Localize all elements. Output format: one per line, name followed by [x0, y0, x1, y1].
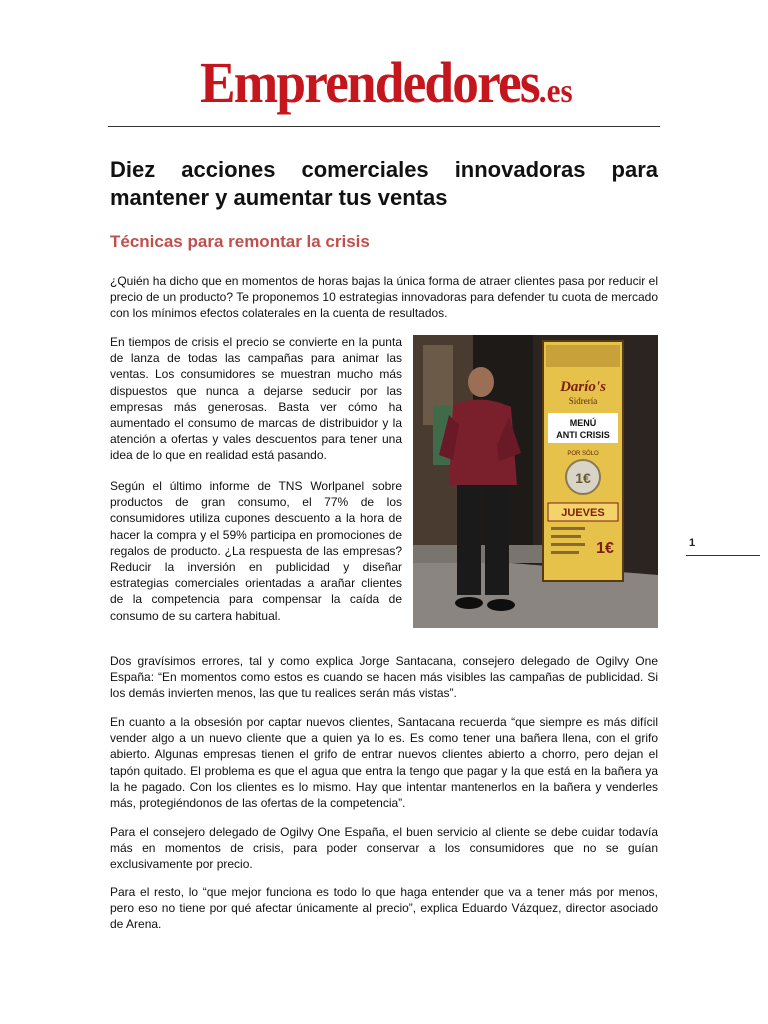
article-subtitle: Técnicas para remontar la crisis	[110, 232, 370, 251]
intro-paragraph: ¿Quién ha dicho que en momentos de horas bajas la única forma de atraer clientes pasa por reducir el precio de un producto? Te proponemos 10 estrategias innovadoras para defender tu cuota de mercado con los mínimos efectos colaterales en la cuenta de resultados.	[110, 274, 658, 321]
logo-main-text: Emprendedores	[200, 50, 539, 115]
sign-por-solo-text: POR SÓLO	[567, 451, 599, 457]
page-number-rule	[686, 555, 760, 556]
sign-day-text: JUEVES	[561, 507, 605, 519]
emprendedores-logo[interactable]	[200, 50, 573, 115]
paragraph-1: En tiempos de crisis el precio se convierte en la punta de lanza de todas las campañas para animar las ventas. Los consumidores se muestran mucho más dispuestos que nunca a dejarse seducir por las empresas más generosas. Basta ver cómo ha aumentado el consumo de marcas de distribuidor y la atención a ofertas y vales descuentos para tener una idea de lo que en realidad está pasando.	[110, 335, 402, 463]
sign-anticrisis-text: ANTI CRISIS	[556, 430, 610, 440]
logo-tld-text: .es	[538, 73, 573, 110]
page-number: 1	[689, 537, 696, 549]
sign-brand-text: Darío's	[560, 379, 606, 395]
paragraph-5: Para el consejero delegado de Ogilvy One España, el buen servicio al cliente se debe cuidar todavía más en momentos de crisis, para poder conservar a los consumidores que no se guían exclusivamente por precio.	[110, 825, 658, 872]
sign-coin-text: 1€	[575, 470, 591, 486]
sign-brand-sub-text: Sidrería	[568, 396, 598, 406]
paragraph-6: Para el resto, lo “que mejor funciona es todo lo que haga entender que va a tener más por menos, pero eso no tiene por qué afectar únicamente al precio”, explica Eduardo Vázquez, director asociado de Arena.	[110, 885, 658, 932]
sign-menu-text: MENÚ	[569, 418, 597, 428]
header-divider	[108, 126, 660, 127]
paragraph-4: En cuanto a la obsesión por captar nuevos clientes, Santacana recuerda “que siempre es más difícil vender algo a un nuevo cliente que a quien ya lo es. Es como tener una bañera llena, con el grifo abierto. Algunas empresas tienen el grifo de entrar nuevos clientes abierto a chorro, pero dejan el tapón quitado. El problema es que el agua que entra la tengo que pagar y la que está en la bañera ya la he pagado. Con los clientes es lo mismo. Hay que intentar mantenerlos en la bañera y venderles más, protegiéndonos de las ofertas de la competencia”.	[110, 715, 658, 811]
article-title: Diez acciones comerciales innovadoras para mantener y aumentar tus ventas	[110, 157, 658, 210]
paragraph-2: Según el último informe de TNS Worlpanel sobre productos de gran consumo, el 77% de los consumidores utiliza cupones descuento a la hora de hacer la compra y el 59% participa en promociones de regalos de producto. ¿La respuesta de las empresas? Reducir la inversión en publicidad y diseñar estrategias comerciales orientadas a arañar clientes de la competencia para compensar la caída de consumo de su cartera habitual.	[110, 479, 402, 623]
article-photo	[413, 335, 658, 628]
paragraph-3: Dos gravísimos errores, tal y como explica Jorge Santacana, consejero delegado de Ogilvy One España: “En momentos como estos es cuando se hacen más visibles las campañas de publicidad. Si los demás invierten menos, las que tu realices serán más vistas”.	[110, 654, 658, 701]
sign-price-text: 1€	[596, 540, 614, 557]
